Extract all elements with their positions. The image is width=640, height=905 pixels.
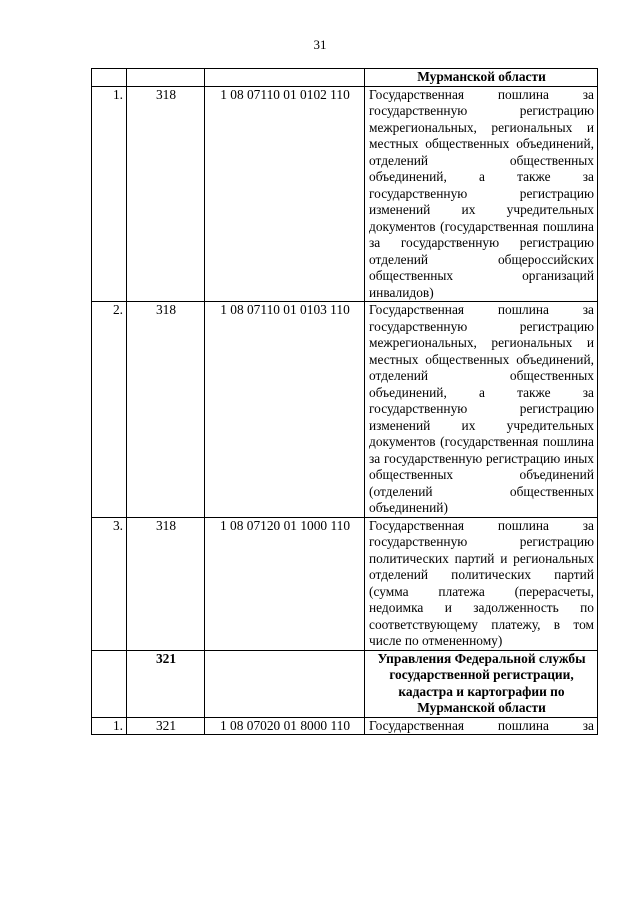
cell-kbk	[205, 650, 365, 717]
cell-number	[92, 69, 127, 87]
cell-number	[92, 650, 127, 717]
cell-number: 2.	[92, 302, 127, 518]
table-row	[92, 717, 598, 735]
cell-description: Государственная пошлина за	[365, 717, 598, 735]
cell-kbk: 1 08 07110 01 0102 110	[205, 86, 365, 302]
cell-admin-code	[127, 69, 205, 87]
cell-description: Государственная пошлина за государственную регистрацию межрегиональных, региональных и местных общественных объединений, отделений общественных объединений, а также за государственную регистрацию изменений их учредительных документов (государственная пошлина за государственную регистрацию иных общественных объединений (отделений общественных объединений)	[365, 302, 598, 518]
table-row-continued-header	[92, 69, 598, 87]
cell-kbk: 1 08 07020 01 8000 110	[205, 717, 365, 735]
cell-admin-code: 318	[127, 517, 205, 650]
section-header-row	[92, 650, 598, 717]
cell-admin-code: 318	[127, 302, 205, 518]
cell-administrator-name: Управления Федеральной службы государственной регистрации, кадастра и картографии по Мурманской области	[365, 650, 598, 717]
cell-kbk: 1 08 07110 01 0103 110	[205, 302, 365, 518]
cell-admin-code: 321	[127, 717, 205, 735]
table-row	[92, 86, 598, 302]
cell-description: Государственная пошлина за государственную регистрацию межрегиональных, региональных и местных общественных объединений, отделений общественных объединений, а также за государственную регистрацию изменений их учредительных документов (государственная пошлина за государственную регистрацию отделений общероссийских общественных организаций инвалидов)	[365, 86, 598, 302]
cell-description: Государственная пошлина за государственную регистрацию политических партий и региональных отделений политических партий (сумма платежа (перерасчеты, недоимка и задолженность по соответствующему платежу, в том числе по отмененному)	[365, 517, 598, 650]
page-number: 31	[313, 37, 327, 52]
cell-admin-code: 321	[127, 650, 205, 717]
revenue-sources-table	[91, 68, 598, 735]
cell-number: 3.	[92, 517, 127, 650]
cell-kbk: 1 08 07120 01 1000 110	[205, 517, 365, 650]
cell-number: 1.	[92, 86, 127, 302]
table-row	[92, 517, 598, 650]
table-row	[92, 302, 598, 518]
cell-kbk	[205, 69, 365, 87]
cell-number: 1.	[92, 717, 127, 735]
cell-administrator-name: Мурманской области	[365, 69, 598, 87]
cell-admin-code: 318	[127, 86, 205, 302]
